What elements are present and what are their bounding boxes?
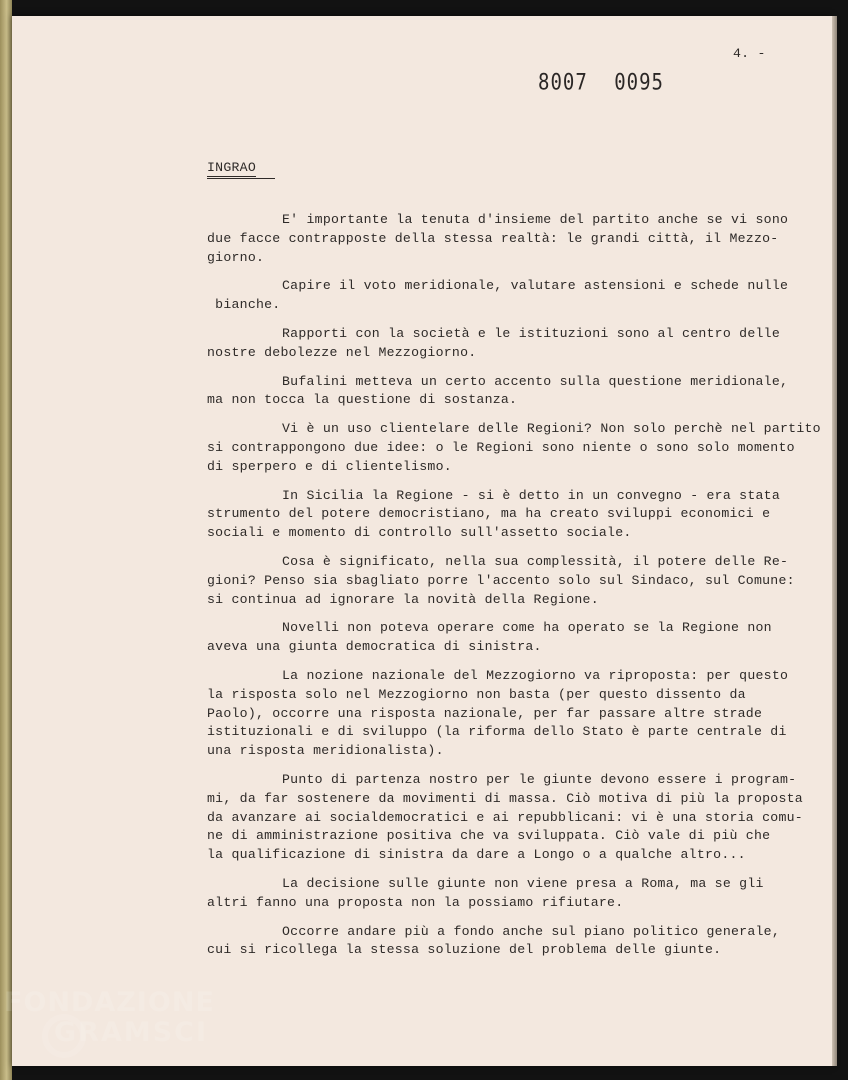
text-line: In Sicilia la Regione - si è detto in un convegno - era stata — [282, 487, 780, 503]
text-line: La decisione sulle giunte non viene presa a Roma, ma se gli — [282, 875, 764, 891]
watermark-line-1: FONDAZIONE — [4, 987, 215, 1018]
watermark-line-2: GRAMSCI — [54, 1017, 209, 1048]
paragraph — [207, 923, 817, 961]
paragraph — [207, 771, 817, 865]
text-line: sociali e momento di controllo sull'assetto sociale. — [207, 525, 632, 541]
text-line: Bufalini metteva un certo accento sulla questione meridionale, — [282, 373, 789, 389]
text-line: bianche. — [207, 297, 281, 313]
archive-stamp: 8007 0095 — [538, 70, 664, 96]
document-body — [207, 211, 821, 970]
text-line: due facce contrapposte della stessa realtà: le grandi città, il Mezzo- — [207, 230, 779, 246]
paragraph — [207, 487, 817, 543]
text-line: da avanzare ai socialdemocratici e ai repubblicani: vi è una storia comu- — [207, 809, 803, 825]
text-line: la qualificazione di sinistra da dare a Longo o a qualche altro... — [207, 847, 746, 863]
paragraph — [207, 553, 817, 609]
text-line: La nozione nazionale del Mezzogiorno va riproposta: per questo — [282, 667, 789, 683]
text-line: altri fanno una proposta non la possiamo rifiutare. — [207, 894, 624, 910]
text-line: cui si ricollega la stessa soluzione del problema delle giunte. — [207, 942, 722, 958]
speaker-heading: INGRAO — [207, 160, 256, 175]
paragraph — [207, 875, 817, 913]
text-line: nostre debolezze nel Mezzogiorno. — [207, 344, 477, 360]
paragraph — [207, 667, 817, 761]
page-number: 4. - — [733, 46, 766, 61]
text-line: Novelli non poteva operare come ha operato se la Regione non — [282, 620, 772, 636]
text-line: mi, da far sostenere da movimenti di massa. Ciò motiva di più la proposta — [207, 790, 803, 806]
text-line: di sperpero e di clientelismo. — [207, 458, 452, 474]
binder-edge — [0, 0, 12, 1080]
paragraph — [207, 277, 817, 315]
text-line: istituzionali e di sviluppo (la riforma dello Stato è parte centrale di — [207, 724, 787, 740]
text-line: ne di amministrazione positiva che va sviluppata. Ciò vale di più che — [207, 828, 771, 844]
text-line: Capire il voto meridionale, valutare astensioni e schede nulle — [282, 278, 789, 294]
text-line: Paolo), occorre una risposta nazionale, per far passare altre strade — [207, 705, 763, 721]
paragraph — [207, 325, 817, 363]
text-line: la risposta solo nel Mezzogiorno non basta (per questo dissento da — [207, 686, 746, 702]
text-line: Punto di partenza nostro per le giunte devono essere i program- — [282, 771, 797, 787]
heading-underline — [207, 178, 275, 179]
text-line: Vi è un uso clientelare delle Regioni? Non solo perchè nel partito — [282, 421, 821, 437]
paragraph — [207, 373, 817, 411]
watermark — [4, 988, 215, 1048]
page-edge-shadow — [832, 16, 837, 1066]
gramsci-g-logo-icon — [42, 1014, 86, 1058]
text-line: giorno. — [207, 249, 265, 265]
paragraph — [207, 420, 821, 476]
text-line: una risposta meridionalista). — [207, 743, 444, 759]
text-line: Rapporti con la società e le istituzioni sono al centro delle — [282, 325, 780, 341]
paragraph — [207, 619, 817, 657]
text-line: aveva una giunta democratica di sinistra. — [207, 639, 542, 655]
text-line: gioni? Penso sia sbagliato porre l'accento solo sul Sindaco, sul Comune: — [207, 572, 795, 588]
text-line: strumento del potere democristiano, ma ha creato sviluppi economici e — [207, 506, 771, 522]
text-line: Occorre andare più a fondo anche sul piano politico generale, — [282, 923, 780, 939]
text-line: Cosa è significato, nella sua complessità, il potere delle Re- — [282, 553, 789, 569]
paragraph — [207, 211, 817, 267]
text-line: E' importante la tenuta d'insieme del partito anche se vi sono — [282, 212, 789, 227]
text-line: si contrappongono due idee: o le Regioni sono niente o sono solo momento — [207, 439, 795, 455]
text-line: si continua ad ignorare la novità della Regione. — [207, 591, 599, 607]
text-line: ma non tocca la questione di sostanza. — [207, 392, 518, 408]
